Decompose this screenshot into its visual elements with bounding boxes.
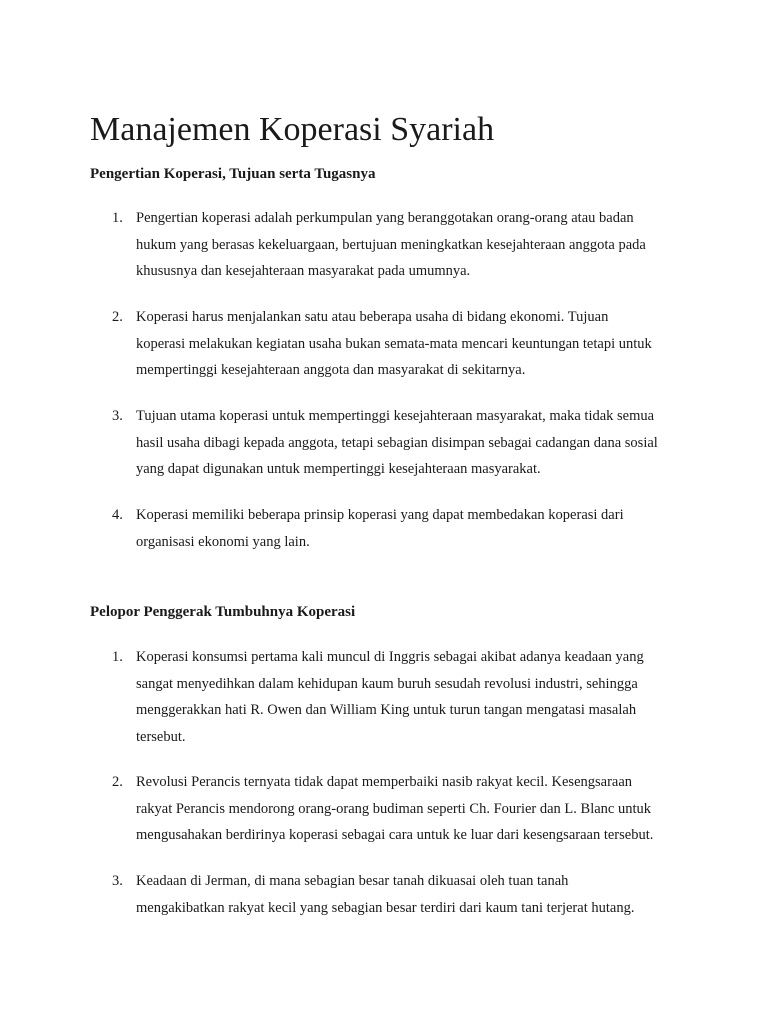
list-item <box>112 644 712 750</box>
list-item <box>112 769 712 849</box>
text-line: menggerakkan hati R. Owen dan William King untuk turun tangan mengatasi masalah <box>136 702 637 718</box>
text-line: Keadaan di Jerman, di mana sebagian besar tanah dikuasai oleh tuan tanah <box>136 873 569 889</box>
list-item-number: 4. <box>112 507 123 523</box>
list-item-text <box>136 502 712 555</box>
text-line: sangat menyedihkan dalam kehidupan kaum buruh sesudah revolusi industri, sehingga <box>136 675 638 692</box>
text-line: Revolusi Perancis ternyata tidak dapat memperbaiki nasib rakyat kecil. Kesengsaraan <box>136 774 633 790</box>
text-line: khususnya dan kesejahteraan masyarakat pada umumnya. <box>136 263 471 279</box>
list-item-number: 3. <box>112 873 123 889</box>
list-item-text <box>136 644 712 750</box>
list-item-number: 1. <box>112 649 123 665</box>
text-line: hasil usaha dibagi kepada anggota, tetapi sebagian disimpan sebagai cadangan dana sosial <box>136 434 658 451</box>
text-line: rakyat Perancis mendorong orang-orang budiman seperti Ch. Fourier dan L. Blanc untuk <box>136 800 652 817</box>
list-item <box>112 403 712 483</box>
list-item-number: 2. <box>112 774 123 790</box>
section-heading-pengertian: Pengertian Koperasi, Tujuan serta Tugasnya <box>90 166 376 182</box>
list-item-text <box>136 868 712 921</box>
list-item-number: 1. <box>112 210 123 226</box>
text-line: tersebut. <box>136 728 186 745</box>
text-line: organisasi ekonomi yang lain. <box>136 533 310 550</box>
text-line: mengusahakan berdirinya koperasi sebagai cara untuk ke luar dari kesengsaraan tersebut. <box>136 827 654 843</box>
text-line: Koperasi konsumsi pertama kali muncul di Inggris sebagai akibat adanya keadaan yang <box>136 649 644 665</box>
text-line: Koperasi memiliki beberapa prinsip koperasi yang dapat membedakan koperasi dari <box>136 507 624 523</box>
list-item-text <box>136 205 712 285</box>
list-item-text <box>136 304 712 384</box>
document-title: Manajemen Koperasi Syariah <box>90 111 495 148</box>
list-item <box>112 868 712 921</box>
text-line: Koperasi harus menjalankan satu atau beberapa usaha di bidang ekonomi. Tujuan <box>136 309 609 325</box>
text-line: yang dapat digunakan untuk mempertinggi kesejahteraan masyarakat. <box>136 461 541 477</box>
list-item <box>112 205 712 285</box>
text-line: mengakibatkan rakyat kecil yang sebagian besar terdiri dari kaum tani terjerat hutang. <box>136 899 635 916</box>
text-line: hukum yang berasas kekeluargaan, bertujuan meningkatkan kesejahteraan anggota pada <box>136 236 646 253</box>
text-line: Pengertian koperasi adalah perkumpulan yang beranggotakan orang-orang atau badan <box>136 210 634 226</box>
list-item <box>112 502 712 555</box>
list-item-number: 2. <box>112 309 123 325</box>
text-line: mempertinggi kesejahteraan anggota dan masyarakat di sekitarnya. <box>136 362 526 378</box>
text-line: Tujuan utama koperasi untuk mempertinggi kesejahteraan masyarakat, maka tidak semua <box>136 408 655 424</box>
text-line: koperasi melakukan kegiatan usaha bukan semata-mata mencari keuntungan tetapi untuk <box>136 335 652 352</box>
section-heading-pelopor: Pelopor Penggerak Tumbuhnya Koperasi <box>90 604 356 620</box>
list-item <box>112 304 712 384</box>
list-item-text <box>136 403 712 483</box>
list-item-text <box>136 769 712 849</box>
list-item-number: 3. <box>112 408 123 424</box>
